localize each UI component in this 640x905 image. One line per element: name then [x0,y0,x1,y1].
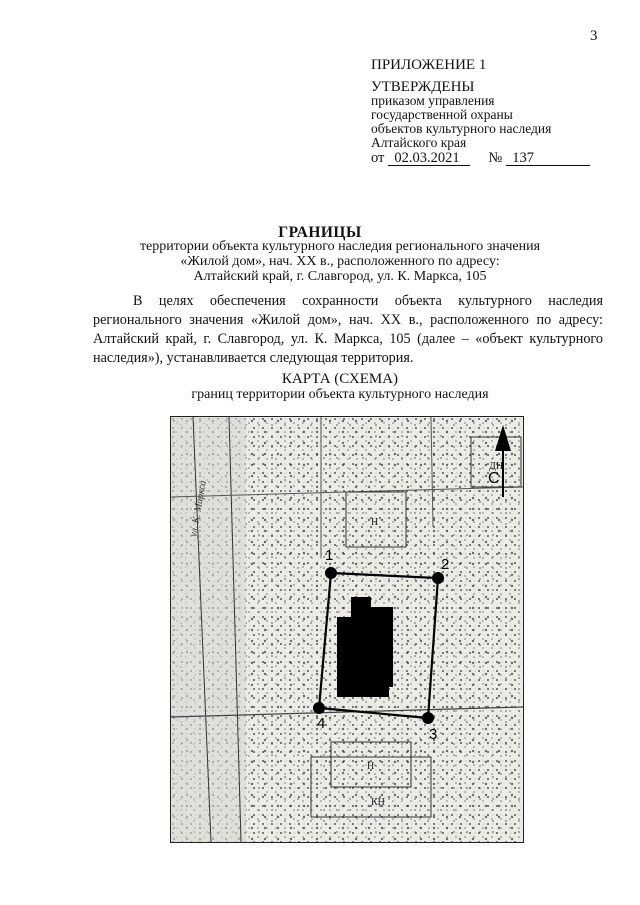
page-number: 3 [590,28,598,44]
from-label: от [371,150,385,166]
subtitle-line: территории объекта культурного наследия регионального значения [139,239,541,254]
map-subtitle: границ территории объекта культурного наследия [191,387,489,402]
document-title: ГРАНИЦЫ [278,224,362,241]
north-label: С [488,470,500,487]
body-paragraph [93,292,603,368]
subtitle-line: «Жилой дом», нач. XX в., расположенного по адресу: [180,254,500,269]
boundary-point [432,572,444,584]
boundary-point [325,567,337,579]
approval-line: приказом управления [371,93,495,108]
building-label: КН [371,797,385,808]
building-label: Н [371,517,379,528]
boundary-point [313,702,325,714]
map-drawing [171,417,523,842]
approved-label: УТВЕРЖДЕНЫ [371,79,475,95]
boundary-map [170,416,524,843]
boundary-point [422,712,434,724]
street-label: ул. К. Маркса [188,479,209,538]
approval-line: Алтайского края [371,135,467,150]
point-label: 4 [317,715,326,732]
map-heading [0,372,640,402]
paragraph-text: В целях обеспечения сохранности объекта культурного наследия регионального значения «Жилой дом», нач. XX в., расположенного по адресу: Алтайский край, г. Славгород, ул. К. Маркса, 105 (далее – «объект культурного наследия»), устанавливается следующая территория. [93,293,603,366]
point-label: 1 [325,547,334,564]
point-label: 3 [429,726,438,743]
number-label: № [488,150,503,166]
approval-line: объектов культурного наследия [371,121,552,136]
appendix-label: ПРИЛОЖЕНИЕ 1 [371,57,487,73]
approval-line: государственной охраны [371,107,513,122]
order-details [371,151,594,166]
map-title: КАРТА (СХЕМА) [281,371,399,387]
building-label: Н [367,761,375,772]
order-date: 02.03.2021 [388,151,470,166]
order-number: 137 [506,151,590,166]
approval-block [371,58,594,166]
point-label: 2 [441,556,450,573]
subtitle-line: Алтайский край, г. Славгород, ул. К. Маркса, 105 [193,269,487,284]
document-subtitle [40,239,640,284]
building-label: ДН [489,461,504,472]
